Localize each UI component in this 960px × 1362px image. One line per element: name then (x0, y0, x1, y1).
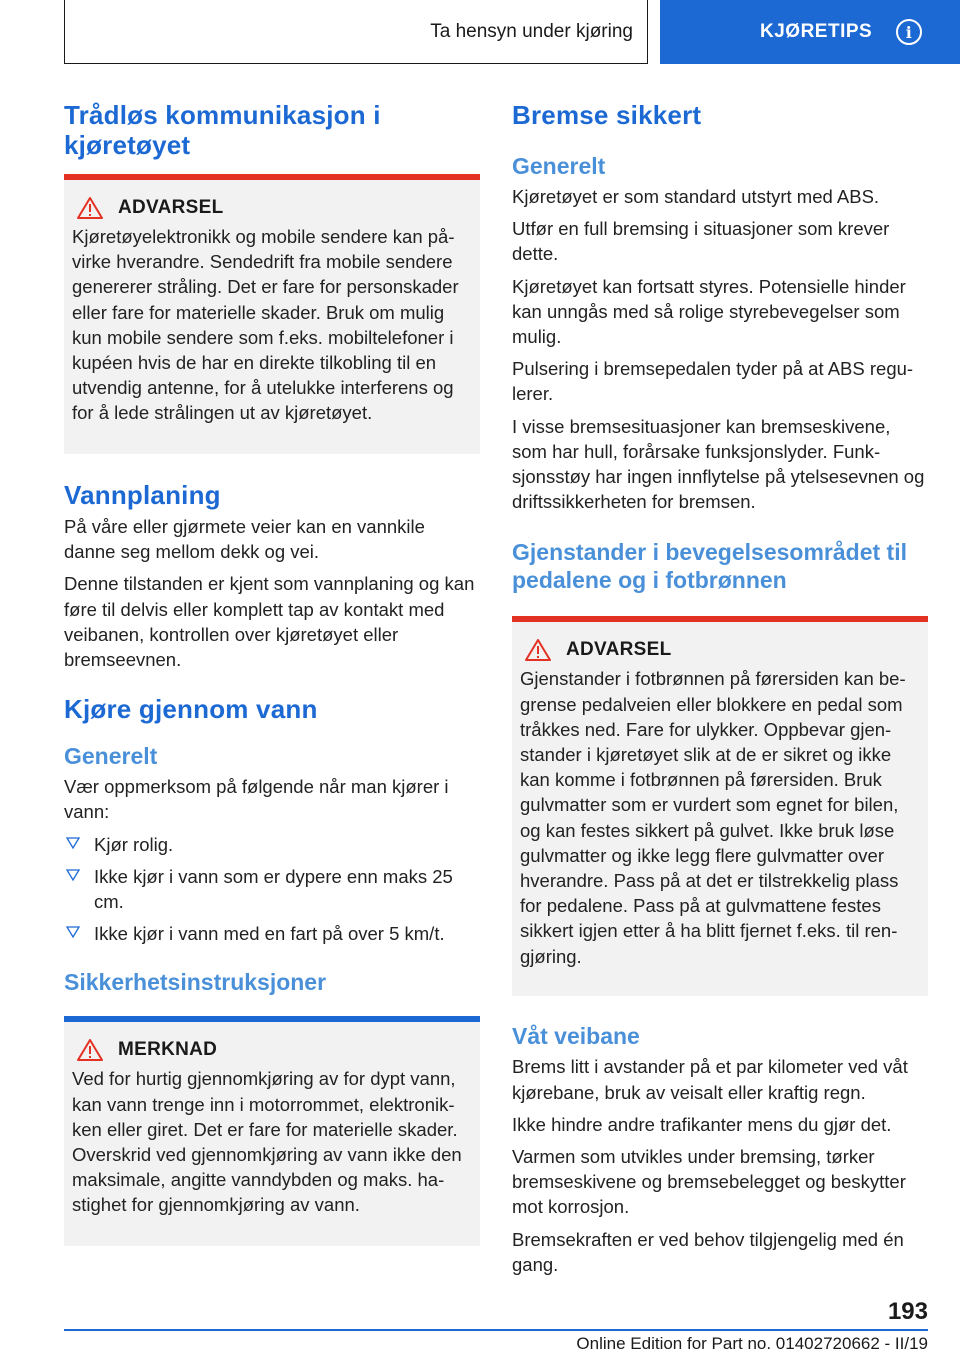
warning-box-pedals (512, 616, 928, 996)
heading-brake-safely: Bremse sikkert (512, 100, 702, 130)
notice-label: MERKNAD (118, 1039, 218, 1061)
list-item: Ikke kjør i vann som er dypere enn maks 25 cm. (64, 864, 480, 914)
paragraph: Pulsering i bremsepedalen tyder på at ABS regulerer. (512, 358, 914, 405)
paragraph: På våre eller gjørmete veier kan en vannkile danne seg mellom dekk og vei. (64, 516, 425, 563)
header-section-title: Ta hensyn under kjøring (430, 20, 633, 42)
info-icon[interactable]: i (896, 19, 922, 45)
subheading-pedal-objects: Gjenstander i bevegelsesområdet til pedalene og i fotbrønnen (512, 539, 907, 594)
left-column (64, 100, 480, 1246)
paragraph: Utfør en full bremsing i situasjoner som krever dette. (512, 218, 890, 265)
list-bullet-icon (66, 925, 80, 939)
paragraph: Bremsekraften er ved behov tilgjengelig med én gang. (512, 1228, 904, 1275)
heading-water-driving: Kjøre gjennom vann (64, 694, 318, 725)
header-chapter-title: KJØRETIPS (760, 21, 873, 42)
paragraph: Kjøretøyet kan fortsatt styres. Potensielle hinder kan unngås med så rolige styrebevegelser som mulig. (512, 275, 906, 348)
warning-triangle-icon (524, 638, 552, 662)
paragraph: Vær oppmerksom på følgende når man kjører i vann: (64, 776, 449, 823)
list-bullet-icon (66, 868, 80, 882)
warning-bar (512, 616, 928, 622)
list-item: Ikke kjør i vann med en fart på over 5 km/t. (64, 921, 480, 946)
paragraph: Denne tilstanden er kjent som vannplaning og kan føre til delvis eller komplett tap av kontakt med veibanen, kontrollen over kjøretøyet eller bremseevnen. (64, 573, 475, 671)
warning-box-wireless (64, 174, 480, 454)
notice-bar (64, 1016, 480, 1022)
paragraph: Ikke hindre andre trafikanter mens du gjør det. (512, 1113, 892, 1135)
notice-box-water (64, 1016, 480, 1246)
subheading-general: Generelt (64, 743, 158, 770)
paragraph: Brems litt i avstander på et par kilometer ved våt kjørebane, bruk av veisalt eller kraftig regn. (512, 1056, 908, 1103)
subheading-safety: Sikkerhetsinstruksjoner (64, 969, 327, 996)
warning-header (520, 638, 920, 662)
header-section-box (64, 0, 648, 64)
footer-edition: Online Edition for Part no. 01402720662 - II/19 (576, 1334, 928, 1353)
header-chapter-tab[interactable] (660, 0, 960, 64)
footer-divider (64, 1329, 928, 1331)
warning-label: ADVARSEL (118, 197, 224, 218)
subheading-general: Generelt (512, 153, 606, 179)
warning-text: Kjøretøyelektronikk og mobile sendere kan påvirke hverandre. Sendedrift fra mobile sendere genererer stråling. Det er fare for personskader eller fare for materielle skader. Bruk om mulig kun mobile sendere som f.eks. mobiltelefoner i kupéen hvis de har en direkte tilkobling til en utvendig antenne, for å utelukke interferens og for å lede strålingen ut av kjøretøyet. (72, 226, 459, 424)
paragraph: Kjøretøyet er som standard utstyrt med ABS. (512, 186, 880, 207)
water-list (64, 832, 480, 947)
page-number: 193 (887, 1298, 928, 1325)
notice-text: Ved for hurtig gjennomkjøring av for dypt vann, kan vann trenge inn i motorrommet, elektronikken eller giret. Det er fare for materielle skader. Overskrid ved gjennomkjøring av vann ikke den maksimale, angitte vanndybden og maks. hastighet for gjennomkjøring av vann. (72, 1068, 462, 1216)
paragraph: Varmen som utvikles under bremsing, tørker bremseskivene og bremsebelegget og beskytter mot korrosjon. (512, 1146, 906, 1218)
warning-text: Gjenstander i fotbrønnen på førersiden kan begrense pedalveien eller blokkere en pedal som tråkkes ned. Fare for ulykker. Oppbevar gjenstander i kjøretøyet slik at de er sikret og ikke kan komme i fotbrønnen på førersiden. Bruk gulvmatter som er vurdert som egnet for bilen, og kan festes sikkert på gulvet. Ikke bruk løse gulvmatter og ikke legg flere gulvmatter over hverandre. Pass på at det er tilstrekkelig plass for pedalene. Pass på at gulvmattene festes sikkert igjen etter å ha blitt fjernet f.eks. til rengjøring. (520, 668, 906, 967)
heading-wireless: Trådløs kommunikasjon i kjøretøyet (64, 100, 381, 160)
warning-triangle-icon (76, 1038, 104, 1062)
warning-label: ADVARSEL (566, 639, 672, 661)
right-column (512, 100, 928, 1284)
warning-bar (64, 174, 480, 180)
heading-aquaplaning: Vannplaning (64, 480, 221, 510)
warning-triangle-icon (76, 196, 104, 220)
warning-header (72, 196, 472, 220)
subheading-wet-road: Våt veibane (512, 1023, 640, 1050)
list-bullet-icon (66, 836, 80, 850)
list-item: Kjør rolig. (64, 832, 480, 857)
notice-header (72, 1038, 472, 1062)
paragraph: I visse bremsesituasjoner kan bremseskivene, som har hull, forårsake funksjonslyder. Funksjonsstøy har ingen innflytelse på ytelsesevnen og driftssikkerheten for bremsen. (512, 415, 925, 513)
